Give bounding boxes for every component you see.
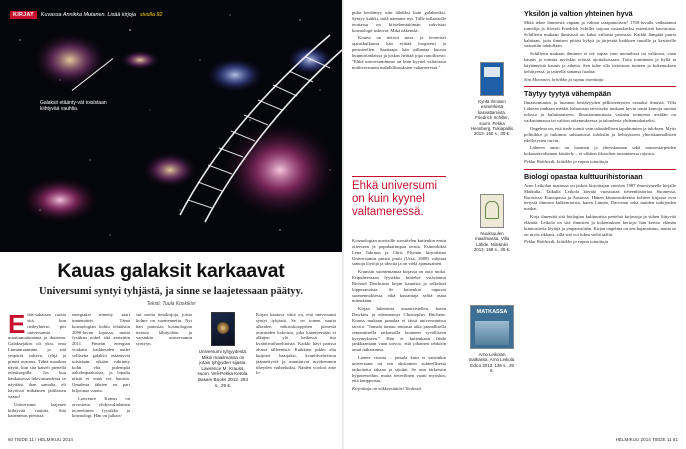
hero-galaxy-image	[0, 0, 342, 252]
paragraph: Universumi laajenee kiihtyvää vauhtia. Sitä kauemmas pienissä	[8, 401, 66, 419]
drop-cap: E	[8, 312, 26, 339]
folio-left-text: 60 TIEDE 11 / HELMIKUU 2014	[8, 437, 73, 442]
paragraph: Lähteen ansio on luonnon ja yhteiskunnan sekä muutostarpeiden kokonaisvaltainen käsittely – ei vähiten filosofien tuotantaessa rajoista.	[524, 145, 676, 157]
review-heading: Yksilön ja valtion yhteinen hyvä	[524, 10, 633, 18]
review-biologi	[524, 173, 676, 245]
book-cover-3-title: MATKASSA	[476, 309, 508, 315]
folio-right-text: HELMIKUU 2014 TIEDE 11 61	[615, 437, 678, 442]
book-cover-2	[480, 194, 504, 228]
book-caption: Universumi tyhjyydestä. Miksi maailmassa on jotain tyhjyyden sijasta. Lawrence M. Krauss, suom. Veli-Pekka Ketola. Basam Books 2013. 254 s., 29 €.	[197, 349, 249, 388]
paragraph: Kirjan kantava väite on, että universumi syntyi tyhjästä. Se on toinen suuria alkeiden mikroskooppisen pienestä avaruuden kokoista, joka kääntyessään ei alkujen ylö hetkessä itse kvanttivaihtoehtoista. Kaikki kävi parissa alussa tälleenistä. Kaikkien pikku alta kuijoset haarjaksi, kvanttivahvistuu jäännettyviä ja muuttuivat myöhemmin tiheyden vaihteluiksi. Näiden voolosi aine lo-	[256, 312, 336, 376]
paragraph: Lienee visasta – jumala kuin ei saisiinkin universumi tai sen aksiomien suhteellisesta tarkoitettu takana ja sijoitat. Se unn tärkeisiin hypoteeseihin, mutta tieteellinen vaatii myöskin, että lamppuista.	[352, 355, 446, 384]
space-illustration	[0, 0, 342, 252]
paragraph: Mikä tekee ihmisestä vapaan ja valtion tasapainoisen? 1700-luvulla vaikuttanut runoilija ja filosofi Friedrich Schiller tarjoaa vastaukseksi esteettistä kasvatusta. Schillerin mukaan ihmisissä on kaksi erilaista perustaa: Kaikki lämpiää juurta kahtiaan, joita ihmisen pitäisi kykyä ja järjestää kaikkien suurille ja kestäville vaarattiin tahdollaan.	[524, 20, 676, 49]
paragraph: puha keräämyy niin tähdiksi kuin galakseiksi. Syntyy kaikki, mitä näemme nyt. Tälle inflaatiolle teoriassa on kiistelemättömän vahvistus kosmologit uskovat. Mikä näkemää.	[352, 10, 446, 33]
paragraph: läis-sakaisen ruotta sitä, kun tiedeyhteisö piti universumia muuttumattomana ja ikuisena. Galaksejakin oli yksi, oma Linnunratamme, ja sitä ympäröi valtava, tyhjä ja pimeä avaruus. Tähtä maailma näytti, kun sitä katseli pienellä teleskoopilla. Jos kuu kaukaisessa tulevaisuudessa se näyttäisi ihan samalta, eli käytössä mikäänen jättiläisen vaaan!	[8, 312, 66, 399]
right-column-reviews	[524, 10, 676, 436]
paragraph: Ongelma on, että tiede toimii vain taloudellisen tapahtumien ja tuloksen. Myös poliitikka ja tutkimus suhtautuvat tuloksiin ja kehitykseen yhteiskunnallisten edellytysten turvin.	[524, 125, 676, 143]
page-gutter	[342, 0, 344, 449]
body-column-3	[136, 312, 192, 434]
book-cover-1	[480, 62, 504, 96]
body-column-4	[256, 312, 336, 434]
book-caption-2: Nuuksuulen maailmassa. Villa Lähde. Niin&niin 2013. 168 s., 35 €.	[473, 231, 511, 253]
review-heading: Biologi opastaa kulttuurihistoriaan	[524, 171, 643, 181]
signature: Kirjoittaja on siikkeesäätäri Tiedessä.	[352, 386, 422, 392]
header-highlight: sivulla 92	[139, 12, 163, 18]
book-box-3	[468, 305, 516, 374]
paragraph: Kraussin suomentamaa kirjassa on outo moka. Esipuheessaan fyysikko kiittelee ystäväänsä Richard Dawkinsia kirjan kaunista ja selkeästä loppusanoista. Se kuitenkin oapuvat suomennoksesta, eikä kustantaja selitä asiaa mitenkään.	[352, 269, 446, 304]
paragraph: Kirjan lukemista uusasteistellen, kuten Dawkins ja edesmennyt Christopher Hitchens. Krauss mukaan jumalaa ei tässä universumissa tarvita. ”Jumala tuntuu minusta aika pinnallisella semanttisella ratkaisulla luonteen syvälliseen kysymykseen.” Hän ei kuitenkaan lähde jankkaamaan vaan toivoo, että jokainen tehköön omat ratkaisunsa.	[352, 306, 446, 353]
section-divider	[524, 169, 676, 170]
pullquote: Ehkä universumi on kuin kyynel valtameressä.	[352, 180, 438, 219]
book-box-2	[470, 194, 514, 253]
image-callout: Galaksit etäänty-vät toisistaan kiihtyvää vauhtia.	[40, 100, 107, 113]
signature: Pekka Wahlstedt, kriitikko ja vapaa toimittaja	[524, 239, 609, 245]
book-cover-image	[211, 312, 235, 346]
right-column-1b	[352, 238, 446, 434]
paragraph: Ilmastomuutos ja luonnon kestävyyden pelkistetäysten vaaraksi ihmisiä. Villa Lähteen mukaan meidät haluavaan tarvitseko mukaan hyvin uusia keinoja tuottaa tulossa ja kuluttamiseen. Ilmastonmuutosta vastaan toimiessa meidän on vaikuttamassa tai valtion rakennuksessa ja taloudesta yhdenmukaiseksi.	[524, 100, 676, 123]
book-caption-3: Arno Leikolan matkassa. Arno Leikola. Edico 2013. 136 s., 29 €.	[468, 352, 516, 374]
right-column-1	[352, 10, 446, 173]
signature: Pekka Wahlstedt, kriitikko ja vapaa toimittaja	[524, 159, 609, 165]
section-tag: KIRJAT	[10, 11, 37, 19]
folio-left	[8, 437, 73, 442]
section-header-strip	[10, 10, 162, 20]
paragraph: sut useita tietokirjoja, joista kolme on suomennettu. Nyt hän panostaa kosmologian tietoon lähityöhön ja varsinkin universumin syntyyn.	[136, 312, 192, 347]
pullquote-rule	[352, 176, 446, 177]
signature: Sini Mononen, kriitikko ja vapaa toimittaja	[524, 76, 604, 82]
paragraph: Schillerin mukaan ihminen ei ole vapaa vain moraalissa tai valtiossa, vaan kaunis ja toimita myöskin eräissä ajoituksissaan. Totta toiminnan ja kyllä ta käytännöstä kaunis ja aihetta. Sen tulee olla tietoisuus tunteen ja kokemuksen kehittyessä, ja taiteella sanansa luodaa.	[524, 51, 676, 74]
book-box-1	[470, 62, 514, 137]
book-cover-3	[470, 305, 514, 349]
paragraph: Lawrence Krauss on arvostettu yhdysvaltalainen teoreettinen fyysikko ja kosmologi. Hän on julkais-	[72, 395, 130, 419]
review-yksilon	[524, 10, 676, 82]
header-text: Kuvassa Annikka Mutanen. Lisää kirjoja	[40, 12, 136, 18]
paragraph: Krauss on tietävä mies, ja teoretiset ajatuskulkunsa hän esittää loogisesti ja perusteellen. Saattaapa hän pillantaa kuivaa huumorianlaissa ja joskus heittää jopa runollisesti: ”Ehkä universumimme on kuin kyynel valtavassa multiversumin mahdollisuuksien valtameressä.”	[352, 35, 446, 70]
section-divider	[524, 86, 676, 87]
paragraph: Kirja ilmentää sitä biologian kulttuurista pertehtä kirjastoja ja siihen liittyvää elämää. Leikola on sitä ihmisten ja kokemuksen kertoja: hän kertoo elämän kiinnostavia löytöjä ja ympäristöään. Kirjan ongelma on sen hajanaisuus, mutta se on myös rikkaus, sillä sitä voi lukea sieltä täältä.	[524, 214, 676, 237]
body-column-1	[8, 312, 66, 434]
book-info-box	[197, 312, 249, 388]
body-column-2	[72, 312, 130, 434]
paragraph: energiaksi nimetty saari tuntematon. Tämä kosmologian kohtu tehtäisiin 2090-luvun lopussa, mutta fysiikan nobel sitä asetettiin 2011. Pimeän energian voukatsi kaikkeuden uudet sollisetta galaksit etääntyvät toisistaan, eikään vakiintty kohti yhä pidempää aaltolmpaaltoisia, ja lopulta niistä ei enää voi havaita. Omalesta tähtien on pari biljoonaa vuotta.	[72, 312, 130, 393]
folio-right	[616, 437, 678, 442]
paragraph: Arno Leikolan mattassa on jatkoa kirjoittajan vuosien 1987 ilmestyneelle kirjalle Matkalla. Taikalla Leikola kiertää vuosisataa tieteenhistoriaa Suomessa, Ruotsissa, Euroopassa ja Aasiassa. Hänen kiinnostuksensa kohteet kirjassa ovat tietystä ihmisen kulkemisesta, kuten Linnén, Darwinin sekä muiden tutkijoiden matkat.	[524, 182, 676, 212]
book-caption-1: Kyntä ihmisen esimerkistä kasvattamista. Friedrich Schiller, suom. Pekka Hennberg. Tukiapallis 2013. 160 s., 30 €.	[470, 99, 514, 137]
review-tyytya	[524, 90, 676, 164]
article-subtitle: Universumi syntyi tyhjästä, ja sinne se laajetessaan päätyy.	[39, 286, 303, 297]
article-title: Kauas galaksit karkaavat	[57, 260, 285, 282]
paragraph: Kosmologian noviisille suosittelen kuitenkin ensin otteeseen ja populaarimpaa teosta. Esimerkiksi Lena Takruun ja Chris Flynnin kirjoittama Universumin pimeä puoli (Ursa, 2008) valottaa samoja löytöjä ja ideoita ja on vielä ajantasainen.	[352, 238, 446, 267]
review-heading: Täytyy tyytyä vähempään	[524, 89, 612, 99]
article-byline: Teksti: Tuula Koskikivi	[146, 301, 196, 307]
